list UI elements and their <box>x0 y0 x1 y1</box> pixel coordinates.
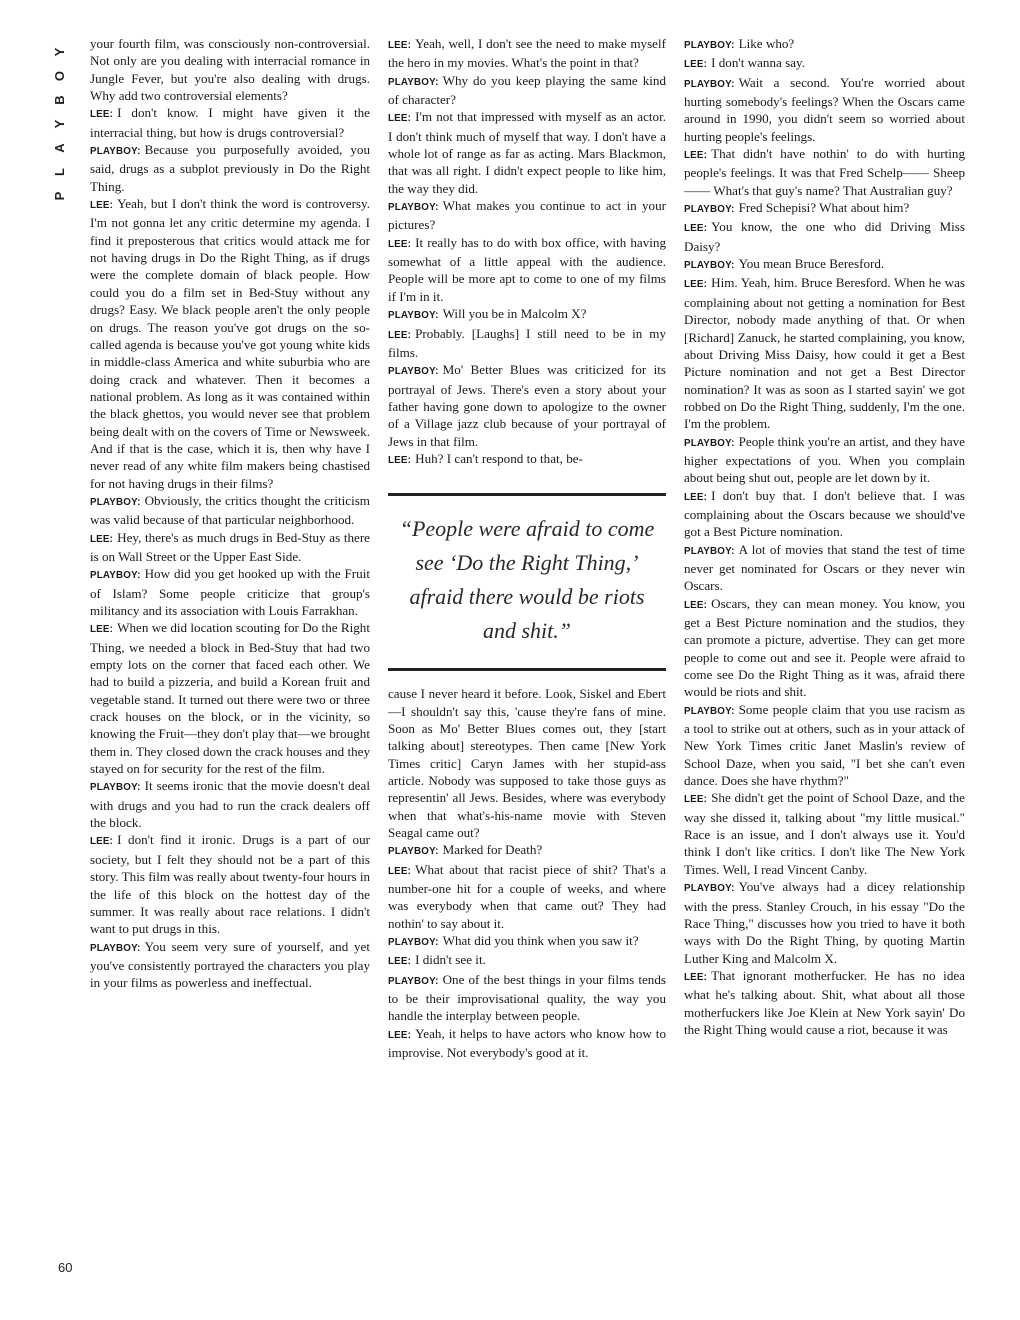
interview-paragraph <box>90 619 370 777</box>
interview-paragraph <box>90 141 370 195</box>
interview-paragraph <box>684 274 965 432</box>
interview-paragraph <box>684 487 965 541</box>
paragraph-text: Because you purposefully avoided, you said, drugs as a subplot previously in Do the Right Thing. <box>90 142 370 194</box>
paragraph-text: Like who? <box>738 36 795 51</box>
speaker-label: LEE: <box>684 59 708 71</box>
interview-paragraph <box>684 878 965 967</box>
interview-paragraph <box>90 938 370 992</box>
speaker-label: PLAYBOY: <box>684 204 735 216</box>
column-3 <box>684 35 965 1038</box>
spine-letter: P <box>52 191 67 201</box>
page-number: 60 <box>58 1260 73 1275</box>
speaker-label: LEE: <box>684 971 708 983</box>
interview-paragraph <box>388 951 666 970</box>
interview-paragraph <box>684 433 965 487</box>
interview-paragraph <box>684 54 965 73</box>
interview-paragraph <box>388 1025 666 1062</box>
paragraph-text: People think you're an artist, and they have higher expectations of you. When you complain about being shut out, people are let down by it. <box>684 433 965 486</box>
paragraph-text: your fourth film, was consciously non-controversial. Not only are you dealing with interracial romance in Jungle Fever, but you're also dealing with drugs. Why add two controversial elements? <box>90 36 370 104</box>
paragraph-text: It really has to do with box office, with having somewhat of a little appeal with the audience. People will be more apt to come to one of my films if I'm in it. <box>388 234 666 304</box>
interview-paragraph <box>90 492 370 529</box>
interview-paragraph <box>684 255 965 274</box>
speaker-label: PLAYBOY: <box>90 782 141 794</box>
speaker-label: PLAYBOY: <box>388 76 439 88</box>
interview-paragraph <box>388 234 666 305</box>
speaker-label: PLAYBOY: <box>388 366 439 378</box>
interview-paragraph <box>388 685 666 841</box>
speaker-label: PLAYBOY: <box>684 260 735 272</box>
speaker-label: PLAYBOY: <box>388 202 439 214</box>
interview-paragraph <box>388 72 666 109</box>
speaker-label: LEE: <box>388 329 412 341</box>
paragraph-text: How did you get hooked up with the Fruit of Islam? Some people criticize that group's militancy and its association with Louis Farrakhan. <box>90 566 370 618</box>
paragraph-text: That didn't have nothin' to do with hurting people's feelings. It was that Fred Schelp—— Sheep—— What's that guy's name? That Australian guy? <box>684 146 965 198</box>
paragraph-text: What about that racist piece of shit? That's a number-one hit for a couple of weeks, and where was everybody when that came out? They had nothin' to say about it. <box>388 861 666 931</box>
pull-quote: “People were afraid to come see ‘Do the Right Thing,’ afraid there would be riots and shit.” <box>388 493 666 671</box>
paragraph-text: Obviously, the critics thought the criticism was valid because of that particular neighborhood. <box>90 492 370 528</box>
speaker-label: PLAYBOY: <box>684 705 735 717</box>
speaker-label: LEE: <box>388 454 412 466</box>
speaker-label: PLAYBOY: <box>90 570 141 582</box>
speaker-label: LEE: <box>388 956 412 968</box>
interview-paragraph <box>90 565 370 619</box>
interview-paragraph <box>388 361 666 450</box>
paragraph-text: What did you think when you saw it? <box>442 933 639 949</box>
speaker-label: PLAYBOY: <box>90 942 141 954</box>
speaker-label: LEE: <box>90 533 114 545</box>
spine-letter: A <box>52 143 67 153</box>
speaker-label: PLAYBOY: <box>684 78 735 90</box>
interview-paragraph <box>388 932 666 951</box>
interview-paragraph <box>684 35 965 54</box>
speaker-label: PLAYBOY: <box>388 975 439 987</box>
speaker-label: LEE: <box>684 279 708 291</box>
speaker-label: LEE: <box>388 238 412 250</box>
interview-paragraph <box>684 701 965 790</box>
interview-paragraph <box>684 541 965 595</box>
spine-letter: B <box>52 95 67 105</box>
paragraph-text: Will you be in Malcolm X? <box>442 306 587 322</box>
speaker-label: PLAYBOY: <box>684 40 735 51</box>
paragraph-text: I don't find it ironic. Drugs is a part of our society, but I felt they should not be a part of this story. This film was really about twenty-four hours in the life of this block on the hottest day of the summer. It was really about race relations. I didn't want to put drugs in this. <box>90 832 371 937</box>
interview-paragraph <box>388 305 666 324</box>
paragraph-text: What makes you continue to act in your pictures? <box>388 198 666 233</box>
column-1 <box>90 35 370 992</box>
speaker-label: LEE: <box>388 113 412 125</box>
interview-paragraph <box>388 971 666 1025</box>
magazine-spine-title <box>52 40 68 208</box>
interview-paragraph <box>90 777 370 831</box>
paragraph-text: Wait a second. You're worried about hurting somebody's feelings? When the Oscars came around in 1990, you didn't seem so worried about hurting people's feelings. <box>684 74 965 144</box>
paragraph-text: Him. Yeah, him. Bruce Beresford. When he was complaining about not getting a nomination for Best Director, nobody made anything of that. Or when [Richard] Zanuck, he started complaining, you know, about Driving Miss Daisy, how could it get a Best Picture nomination and not get a Best Director nomination? It was as soon as I started sayin' we got robbed on Do the Right Thing, suddenly, I'm the one. I'm the problem. <box>684 275 965 432</box>
speaker-label: LEE: <box>90 624 114 636</box>
speaker-label: PLAYBOY: <box>388 937 439 949</box>
paragraph-text: You mean Bruce Beresford. <box>738 256 885 272</box>
interview-paragraph <box>684 218 965 255</box>
spine-letter: L <box>52 168 67 176</box>
paragraph-text: Some people claim that you use racism as a tool to strike out at others, such as in your attack of New York Times critic Janet Maslin's review of School Daze, when you said, "I bet she can't even dance. Does she have rhythm?" <box>684 701 965 789</box>
speaker-label: PLAYBOY: <box>684 545 735 557</box>
speaker-label: LEE: <box>90 109 114 121</box>
interview-paragraph <box>90 529 370 566</box>
interview-paragraph <box>90 195 370 492</box>
interview-paragraph <box>684 789 965 878</box>
paragraph-text: Probably. [Laughs] I still need to be in my films. <box>388 325 666 360</box>
interview-paragraph <box>388 108 666 197</box>
speaker-label: LEE: <box>684 150 708 162</box>
speaker-label: PLAYBOY: <box>90 146 141 158</box>
interview-paragraph <box>684 145 965 199</box>
speaker-label: LEE: <box>684 599 708 611</box>
speaker-label: PLAYBOY: <box>90 496 141 508</box>
paragraph-text: Hey, there's as much drugs in Bed-Stuy as there is on Wall Street or the Upper East Side. <box>90 529 370 564</box>
column-2 <box>388 35 666 1061</box>
paragraph-text: Fred Schepisi? What about him? <box>738 200 910 216</box>
interview-paragraph <box>90 35 370 104</box>
speaker-label: LEE: <box>388 40 412 51</box>
paragraph-text: Marked for Death? <box>442 842 543 858</box>
speaker-label: PLAYBOY: <box>388 846 439 858</box>
paragraph-text: It seems ironic that the movie doesn't deal with drugs and you had to run the crack dealers off the block. <box>90 778 370 831</box>
paragraph-text: That ignorant motherfucker. He has no idea what he's talking about. Shit, what about all those motherfuckers like Joe Klein at New York sayin' Do the Right Thing would cause a riot, because it was <box>684 967 965 1037</box>
paragraph-text: I didn't see it. <box>415 952 486 968</box>
speaker-label: PLAYBOY: <box>684 437 735 449</box>
paragraph-text: Yeah, it helps to have actors who know how to improvise. Not everybody's good at it. <box>388 1025 666 1061</box>
speaker-label: LEE: <box>684 491 708 503</box>
interview-paragraph <box>388 841 666 860</box>
paragraph-text: She didn't get the point of School Daze, and the way she dissed it, talking about "my little musical." Race is an issue, and I don't always use it. You'd think I don't like critics. I don't like The New York Times. Well, I read Vincent Canby. <box>684 790 965 877</box>
speaker-label: LEE: <box>388 1029 412 1041</box>
interview-paragraph <box>684 967 965 1038</box>
paragraph-text: Yeah, well, I don't see the need to make myself the hero in my movies. What's the point in that? <box>388 36 666 71</box>
column-2-bottom <box>388 685 666 1061</box>
paragraph-text: I'm not that impressed with myself as an actor. I don't think much of myself that way. I don't have a whole lot of range as far as acting. Mars Blackmon, that was all right. I didn't expect people to like him, the way they did. <box>388 109 666 196</box>
paragraph-text: I don't know. I might have given it the interracial thing, but how is drugs controversial? <box>90 105 370 140</box>
interview-paragraph <box>388 861 666 932</box>
interview-paragraph <box>388 197 666 234</box>
paragraph-text: Yeah, but I don't think the word is controversy. I'm not gonna let any critic determine my agenda. I find it preposterous that critics would attack me for not having drugs in Do the Right Thing, as if drugs were the complete domain of black people. How could you do a film set in Bed-Stuy without any drugs? Easy. We black people aren't the only people on drugs. The reason you've got drugs on the so-called agenda is because you've got young white kids in middle-class America and white suburbia who are doing crack and whatever. Then it becomes a national problem. As long as it was contained within the black ghettos, you would never see that problem being dealt with on the covers of Time or Newsweek. And if that is the case, which it is, then why have I never read of any white film makers being chastised for not having drugs in their films? <box>90 196 371 491</box>
paragraph-text: You seem very sure of yourself, and yet you've consistently portrayed the characters you play in your films as powerless and ineffectual. <box>90 938 370 991</box>
speaker-label: LEE: <box>388 865 412 877</box>
speaker-label: LEE: <box>684 223 708 235</box>
interview-paragraph <box>90 831 370 937</box>
paragraph-text: One of the best things in your films tends to be their improvisational quality, the way you handle the interplay between people. <box>388 971 666 1024</box>
paragraph-text: When we did location scouting for Do the Right Thing, we needed a block in Bed-Stuy that had two empty lots on the corner that faced each other. We had to build a pizzeria, and build a Korean fruit and vegetable stand. It turned out there were two or three crack houses on the block, or in the vicinity, so knowing the Fruit—they don't play that—we brought them in. They closed down the crack houses and they stayed on for security for the rest of the film. <box>90 620 370 777</box>
speaker-label: LEE: <box>90 836 114 848</box>
paragraph-text: Mo' Better Blues was criticized for its portrayal of Jews. There's even a story about your father having gone down to apologize to the owner of a Village jazz club because of your portrayal of Jews in that film. <box>388 362 666 449</box>
paragraph-text: You know, the one who did Driving Miss Daisy? <box>684 219 965 254</box>
interview-paragraph <box>90 104 370 141</box>
paragraph-text: cause I never heard it before. Look, Siskel and Ebert—I shouldn't say this, 'cause they're fans of mine. Soon as Mo' Better Blues comes out, they [start talking about] stereotypes. Then came [New York Times critic] Caryn James with her stupid-ass article. Nobody was supposed to take those guys as representin' all Jews. Besides, where was everybody when that what's-his-name movie with Steven Seagal came out? <box>388 686 666 840</box>
speaker-label: PLAYBOY: <box>388 310 439 322</box>
paragraph-text: I don't buy that. I don't believe that. I was complaining about the Oscars because we should've got a Best Picture nomination. <box>684 487 965 540</box>
interview-paragraph <box>684 595 965 701</box>
paragraph-text: A lot of movies that stand the test of time never get nominated for Oscars or they never win Oscars. <box>684 541 965 594</box>
interview-paragraph <box>388 325 666 362</box>
paragraph-text: Why do you keep playing the same kind of character? <box>388 72 666 108</box>
paragraph-text: Oscars, they can mean money. You know, you get a Best Picture nomination and the studios, they can promote a picture, advertise. They can get more people to come out and see it. People were afraid to come see Do the Right Thing as it was, afraid there would be riots and shit. <box>684 595 965 700</box>
interview-paragraph <box>388 35 666 72</box>
interview-paragraph <box>388 450 666 469</box>
paragraph-text: I don't wanna say. <box>711 55 805 71</box>
speaker-label: PLAYBOY: <box>684 883 735 895</box>
spine-letter: O <box>52 70 67 82</box>
paragraph-text: You've always had a dicey relationship with the press. Stanley Crouch, in his essay "Do the Race Thing," discusses how you tried to have it both ways with Do the Right Thing, by quoting Martin Luther King and Malcolm X. <box>684 879 965 966</box>
spine-letter: Y <box>52 119 67 129</box>
column-2-top <box>388 35 666 469</box>
interview-paragraph <box>684 74 965 145</box>
interview-paragraph <box>684 199 965 218</box>
speaker-label: LEE: <box>684 794 708 806</box>
speaker-label: LEE: <box>90 200 114 212</box>
spine-letter: Y <box>52 47 67 57</box>
paragraph-text: Huh? I can't respond to that, be- <box>415 450 583 466</box>
